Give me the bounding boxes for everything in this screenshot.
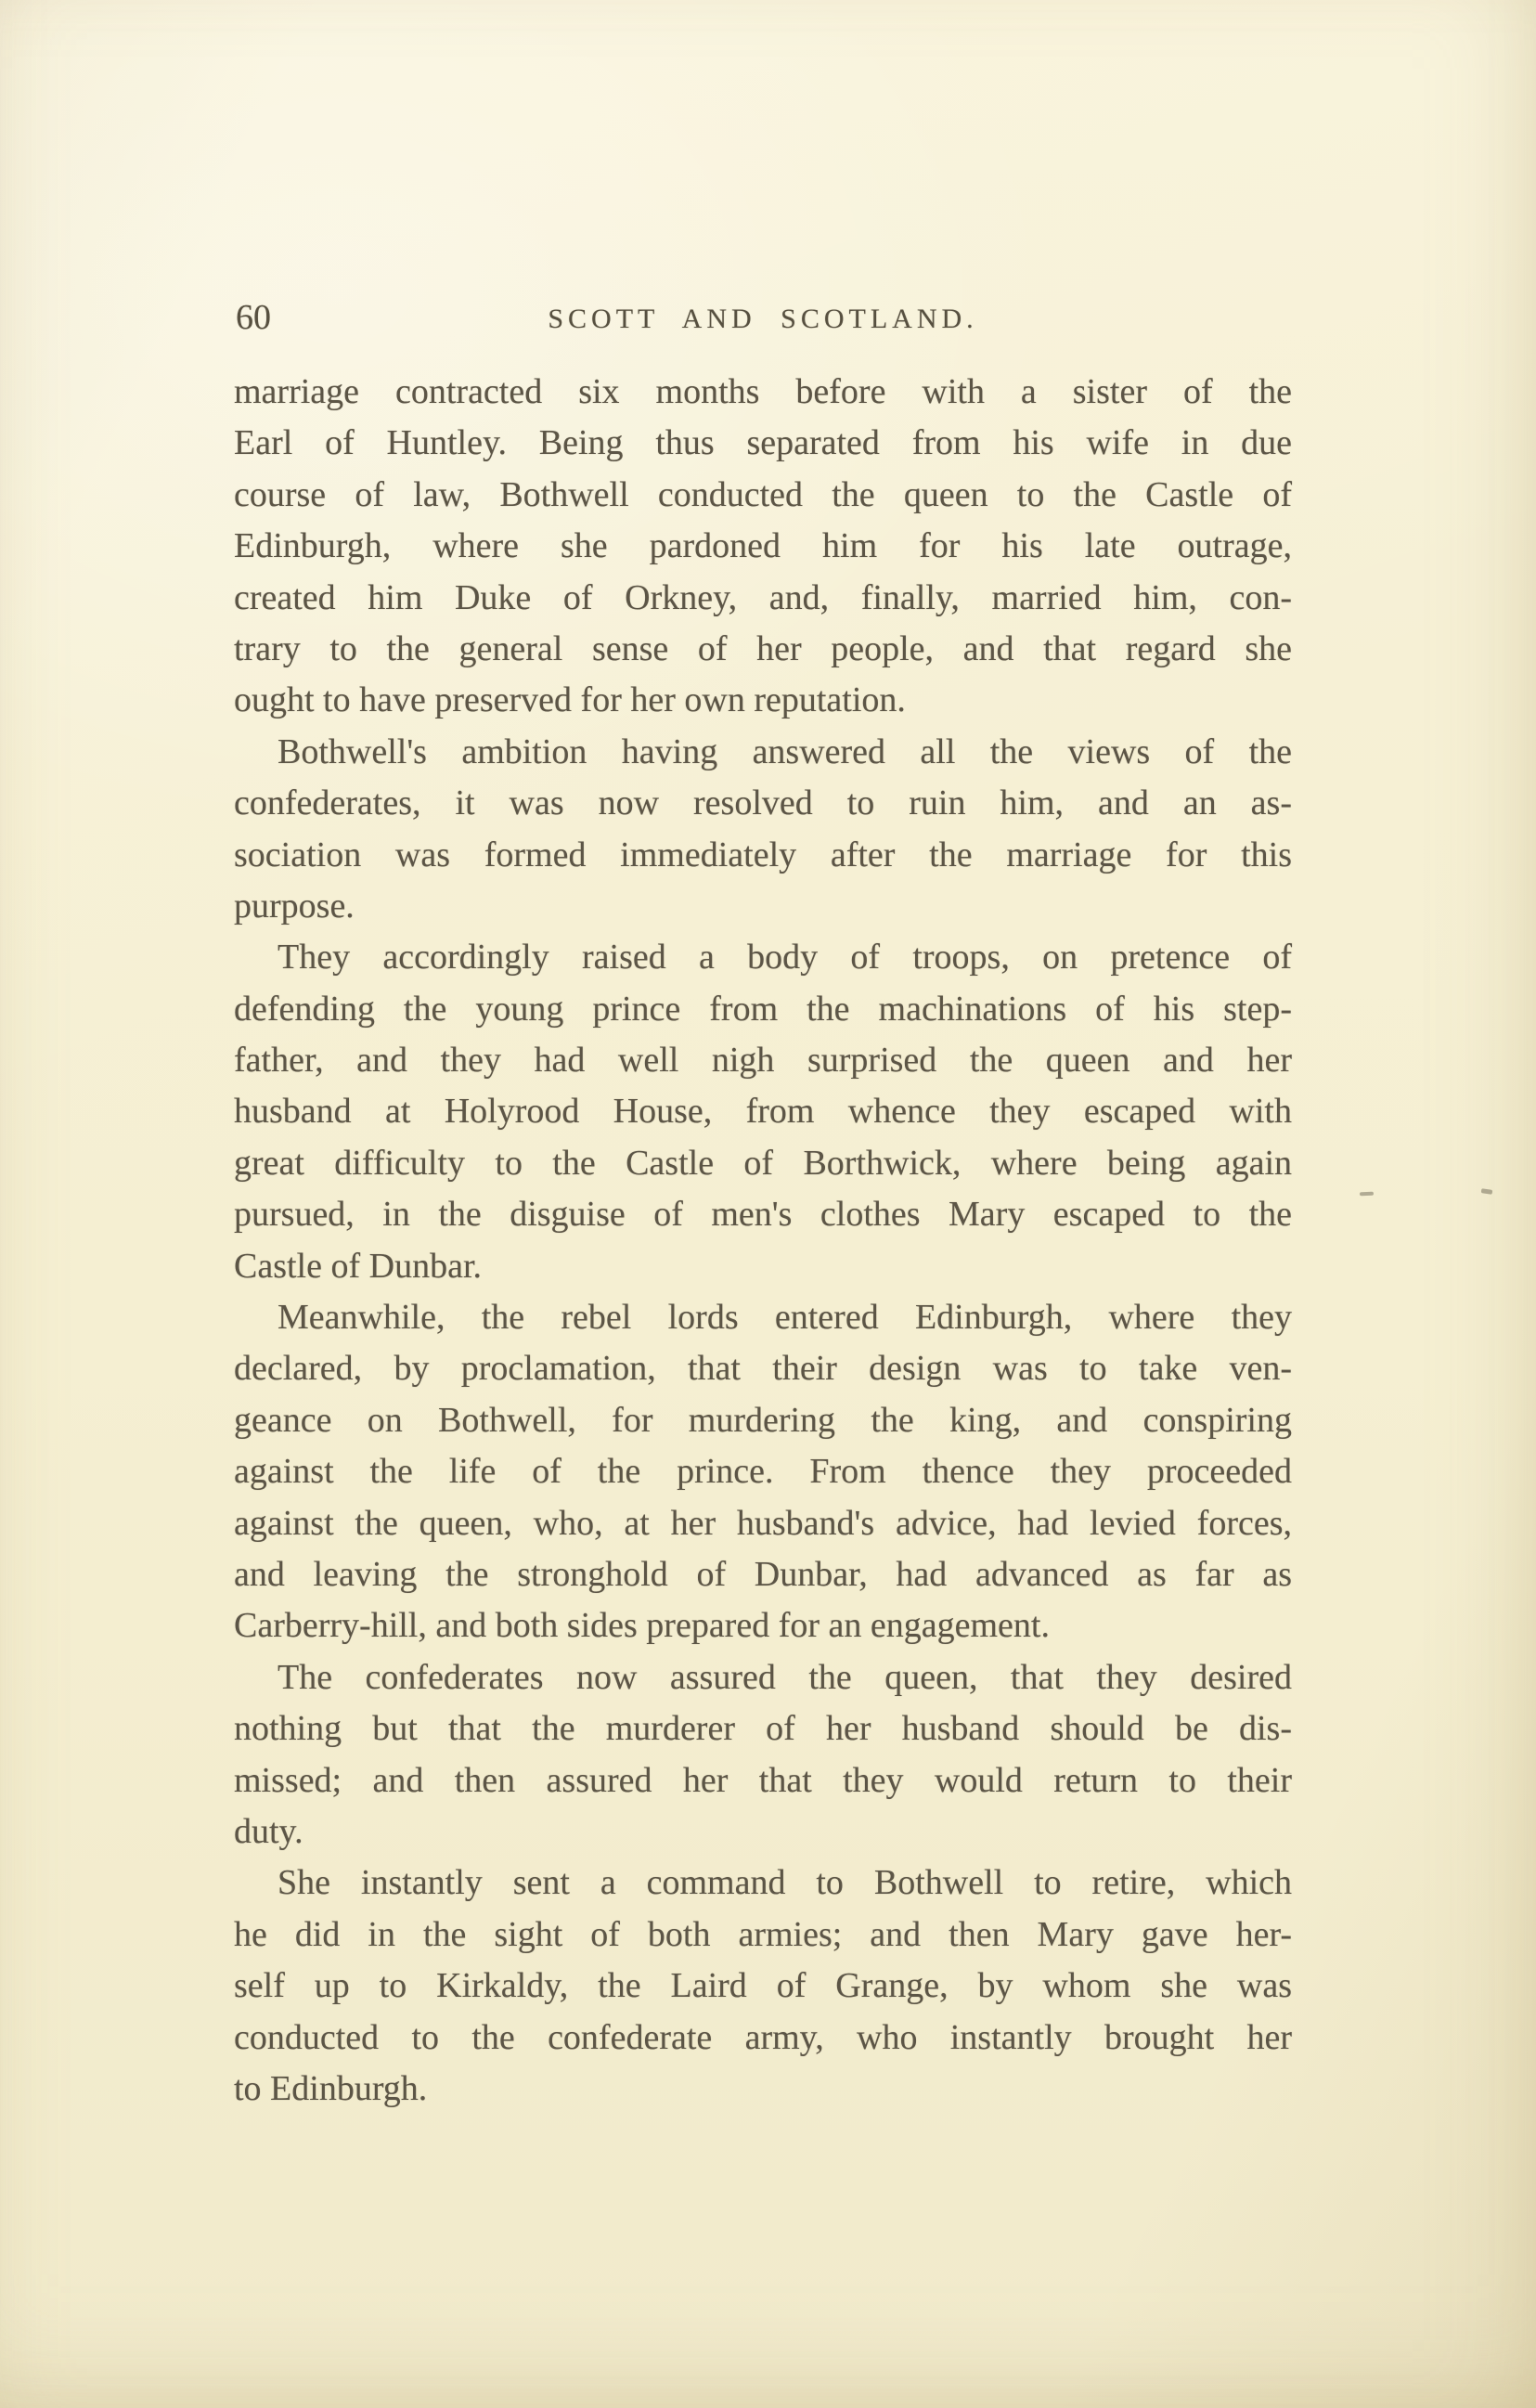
text-line-content: duty.	[234, 1811, 303, 1851]
text-line-content: created him Duke of Orkney, and, finally, married him, con-	[234, 577, 1292, 617]
text-line	[234, 2064, 1292, 2115]
page-number: 60	[236, 298, 271, 337]
text-line	[234, 932, 1292, 983]
text-line	[234, 1446, 1292, 1497]
text-line-content: Castle of Dunbar.	[234, 1246, 483, 1286]
text-line-content: defending the young prince from the machinations of his step-	[234, 989, 1292, 1029]
text-line	[234, 881, 1292, 932]
text-line-content: Meanwhile, the rebel lords entered Edinburgh, where they	[278, 1298, 1292, 1338]
text-line-content: against the queen, who, at her husband's advice, had levied forces,	[234, 1503, 1292, 1543]
text-line-content: The confederates now assured the queen, that they desired	[278, 1657, 1292, 1697]
text-line-content: geance on Bothwell, for murdering the king, and conspiring	[234, 1400, 1292, 1440]
text-line-content: missed; and then assured her that they would return to their	[234, 1760, 1292, 1800]
text-line-content: purpose.	[234, 886, 355, 926]
paragraph	[234, 932, 1292, 1292]
text-line	[234, 1806, 1292, 1858]
text-line-content: declared, by proclamation, that their design was to take ven-	[234, 1349, 1292, 1389]
paragraph	[234, 1292, 1292, 1652]
text-line	[234, 1189, 1292, 1240]
text-line-content: marriage contracted six months before with a sister of the	[234, 372, 1292, 411]
text-line	[234, 984, 1292, 1035]
page-header	[234, 300, 1292, 341]
text-line-content: Carberry-hill, and both sides prepared for an engagement.	[234, 1606, 1050, 1646]
paragraph	[234, 1652, 1292, 1858]
paragraph	[234, 1858, 1292, 2115]
text-line	[234, 624, 1292, 675]
text-line-content: Edinburgh, where she pardoned him for his late outrage,	[234, 526, 1292, 566]
text-line	[234, 1703, 1292, 1754]
text-line	[234, 727, 1292, 778]
text-line	[234, 418, 1292, 469]
text-line	[234, 1961, 1292, 2012]
text-line-content: She instantly sent a command to Bothwell to retire, which	[278, 1863, 1292, 1903]
text-line-content: confederates, it was now resolved to ruin him, and an as-	[234, 783, 1292, 823]
text-line	[234, 367, 1292, 418]
text-line-content: against the life of the prince. From thence they proceeded	[234, 1452, 1292, 1492]
text-line	[234, 1343, 1292, 1394]
scan-speck	[1360, 1192, 1374, 1197]
text-line	[234, 1755, 1292, 1806]
running-title: SCOTT AND SCOTLAND.	[548, 304, 978, 334]
text-line	[234, 1549, 1292, 1600]
text-line	[234, 1600, 1292, 1651]
text-line	[234, 1292, 1292, 1343]
text-line	[234, 1910, 1292, 1961]
scan-speck	[1481, 1188, 1493, 1195]
text-line	[234, 778, 1292, 829]
text-line-content: course of law, Bothwell conducted the queen to the Castle of	[234, 474, 1292, 514]
text-line-content: sociation was formed immediately after the marriage for this	[234, 835, 1292, 874]
text-line	[234, 2013, 1292, 2064]
text-line	[234, 521, 1292, 572]
text-line-content: They accordingly raised a body of troops, on pretence of	[278, 938, 1292, 977]
text-line	[234, 1652, 1292, 1703]
text-line	[234, 1395, 1292, 1446]
text-line	[234, 470, 1292, 521]
text-line	[234, 1035, 1292, 1086]
text-line-content: pursued, in the disguise of men's clothes Mary escaped to the	[234, 1195, 1292, 1235]
paragraph	[234, 367, 1292, 727]
text-line-content: Earl of Huntley. Being thus separated from his wife in due	[234, 423, 1292, 463]
text-line	[234, 1138, 1292, 1189]
text-line-content: to Edinburgh.	[234, 2068, 428, 2108]
text-line	[234, 830, 1292, 881]
text-line	[234, 1241, 1292, 1292]
text-line	[234, 573, 1292, 624]
text-line-content: husband at Holyrood House, from whence they escaped with	[234, 1092, 1292, 1132]
text-block	[234, 367, 1292, 2115]
text-line-content: trary to the general sense of her people, and that regard she	[234, 628, 1292, 668]
text-line-content: father, and they had well nigh surprised the queen and her	[234, 1041, 1292, 1081]
text-line	[234, 1498, 1292, 1549]
text-line-content: self up to Kirkaldy, the Laird of Grange, by whom she was	[234, 1966, 1292, 2006]
text-line-content: and leaving the stronghold of Dunbar, had advanced as far as	[234, 1554, 1292, 1594]
text-line	[234, 1858, 1292, 1909]
text-line-content: Bothwell's ambition having answered all the views of the	[278, 731, 1292, 771]
text-line	[234, 675, 1292, 726]
text-line	[234, 1086, 1292, 1137]
text-line-content: he did in the sight of both armies; and then Mary gave her-	[234, 1914, 1292, 1954]
text-line-content: great difficulty to the Castle of Borthwick, where being again	[234, 1143, 1292, 1183]
text-line-content: ought to have preserved for her own reputation.	[234, 680, 906, 720]
text-line-content: conducted to the confederate army, who instantly brought her	[234, 2017, 1292, 2057]
paragraph	[234, 727, 1292, 933]
text-line-content: nothing but that the murderer of her husband should be dis-	[234, 1709, 1292, 1749]
